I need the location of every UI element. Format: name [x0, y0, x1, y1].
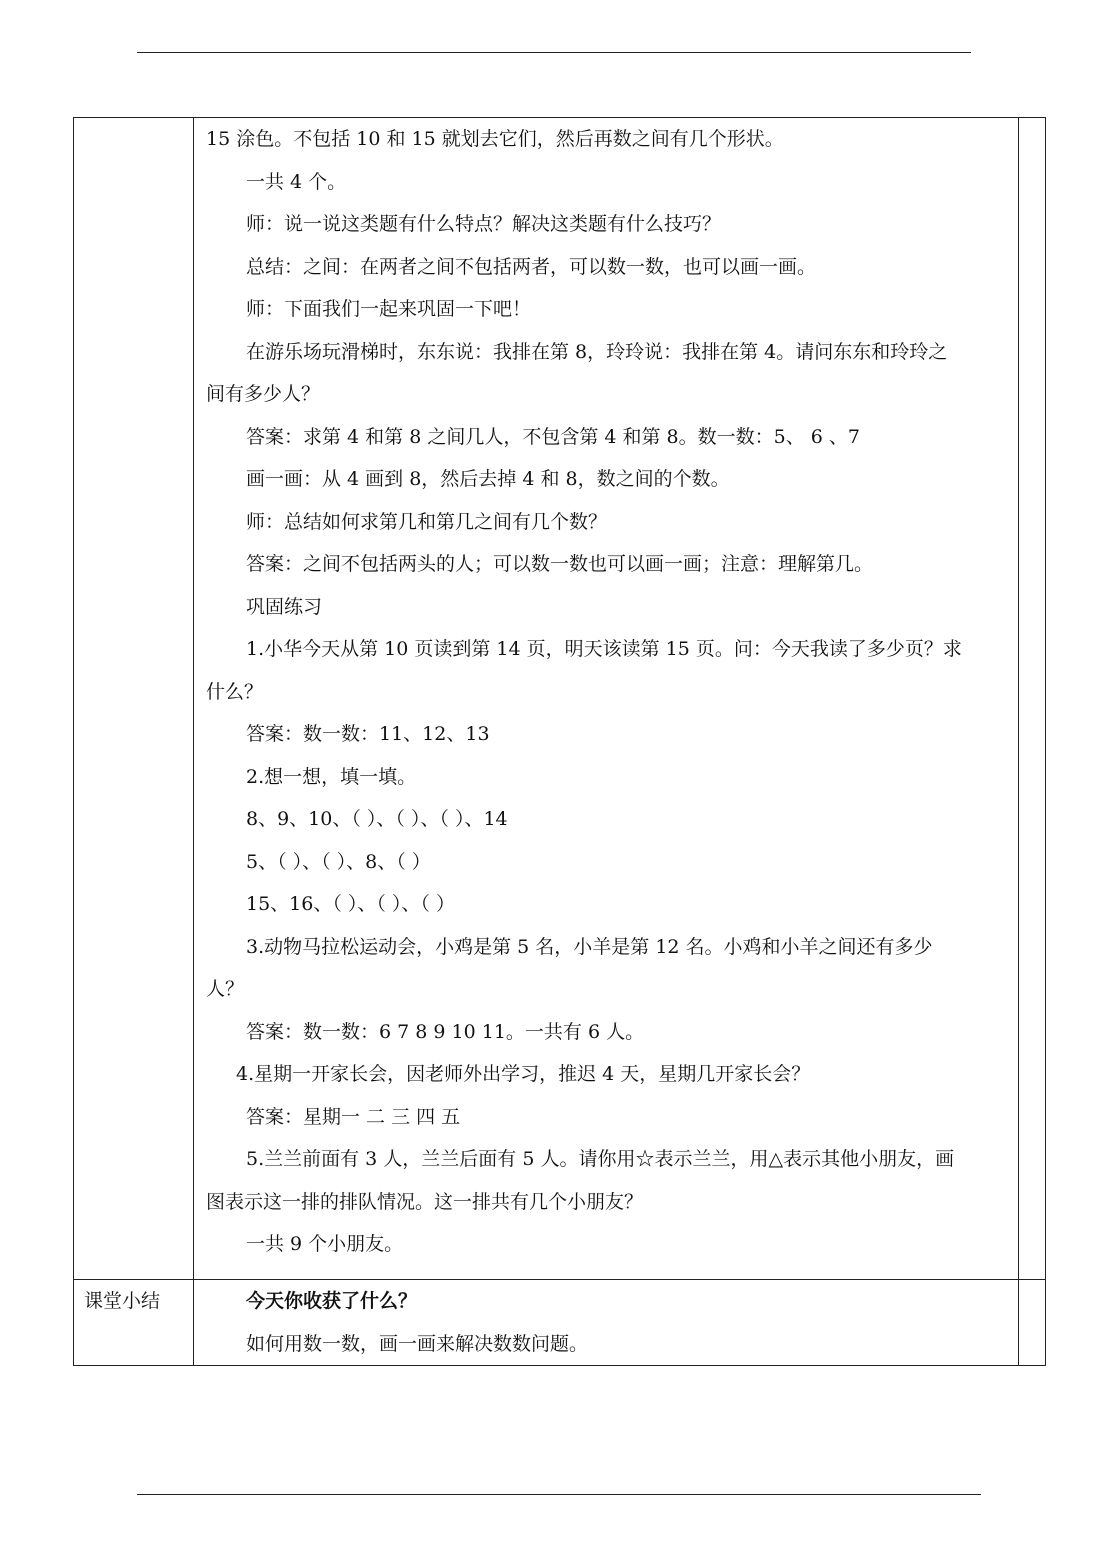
- summary-label: 课堂小结: [74, 1280, 194, 1366]
- lesson-process-row: [74, 118, 1046, 1280]
- text-line: 什么？: [206, 680, 264, 703]
- answer-line: 答案：数一数：11、12、13: [246, 723, 490, 745]
- fill-in-sequence: 15、16、（ ）、（ ）、（ ）: [246, 893, 455, 915]
- text-line: 师：下面我们一起来巩固一下吧！: [246, 298, 532, 320]
- exercise-5: 5.兰兰前面有 3 人，兰兰后面有 5 人。请你用☆表示兰兰，用△表示其他小朋友，画: [246, 1148, 955, 1170]
- text-line: 人？: [206, 978, 245, 1000]
- answer-line: 答案：数一数：6 7 8 9 10 11。一共有 6 人。: [246, 1020, 645, 1043]
- exercise-3: 3.动物马拉松运动会，小鸡是第 5 名，小羊是第 12 名。小鸡和小羊之间还有多少: [246, 935, 933, 958]
- summary-row: [74, 1280, 1046, 1366]
- notes-cell: [1019, 118, 1046, 1280]
- exercise-4: 4.星期一开家长会，因老师外出学习，推迟 4 天，星期几开家长会？: [236, 1063, 811, 1085]
- process-label-cell: [74, 118, 194, 1280]
- summary-content-cell: [194, 1280, 1019, 1366]
- exercise-1: 1.小华今天从第 10 页读到第 14 页，明天该读第 15 页。问：今天我读了多少页？求: [246, 638, 962, 660]
- footer-rule: [137, 1494, 981, 1495]
- answer-line: 一共 9 个小朋友。: [246, 1233, 404, 1255]
- fill-in-sequence: 5、（ ）、（ ）、8、（ ）: [246, 850, 431, 873]
- text-line: 间有多少人？: [206, 383, 321, 405]
- text-line: 15 涂色。不包括 10 和 15 就划去它们，然后再数之间有几个形状。: [206, 128, 784, 150]
- fill-in-sequence: 8、9、10、（ ）、（ ）、（ ）、14: [246, 808, 508, 830]
- section-heading: 巩固练习: [246, 595, 323, 618]
- answer-line: 答案：星期一 二 三 四 五: [246, 1105, 461, 1128]
- exercise-2: 2.想一想，填一填。: [246, 765, 417, 788]
- text-line: 在游乐场玩滑梯时，东东说：我排在第 8，玲玲说：我排在第 4。请问东东和玲玲之: [246, 340, 948, 363]
- summary-question: 今天你收获了什么？: [246, 1290, 418, 1312]
- header-rule: [137, 52, 971, 53]
- text-line: 画一画：从 4 画到 8，然后去掉 4 和 8，数之间的个数。: [246, 468, 730, 490]
- text-line: 一共 4 个。: [246, 170, 347, 193]
- text-line: 师：说一说这类题有什么特点？解决这类题有什么技巧？: [246, 213, 722, 235]
- notes-cell: [1019, 1280, 1046, 1366]
- lesson-table: [73, 117, 1046, 1366]
- process-content-cell: [194, 118, 1019, 1280]
- text-line: 答案：之间不包括两头的人；可以数一数也可以画一画；注意：理解第几。: [246, 553, 874, 575]
- text-line: 师：总结如何求第几和第几之间有几个数？: [246, 510, 608, 533]
- text-line: 答案：求第 4 和第 8 之间几人，不包含第 4 和第 8。数一数：5、 6 、7: [246, 425, 860, 448]
- text-line: 总结：之间：在两者之间不包括两者，可以数一数，也可以画一画。: [246, 255, 817, 278]
- text-line: 图表示这一排的排队情况。这一排共有几个小朋友？: [206, 1190, 644, 1213]
- summary-text: 如何用数一数，画一画来解决数数问题。: [246, 1332, 589, 1355]
